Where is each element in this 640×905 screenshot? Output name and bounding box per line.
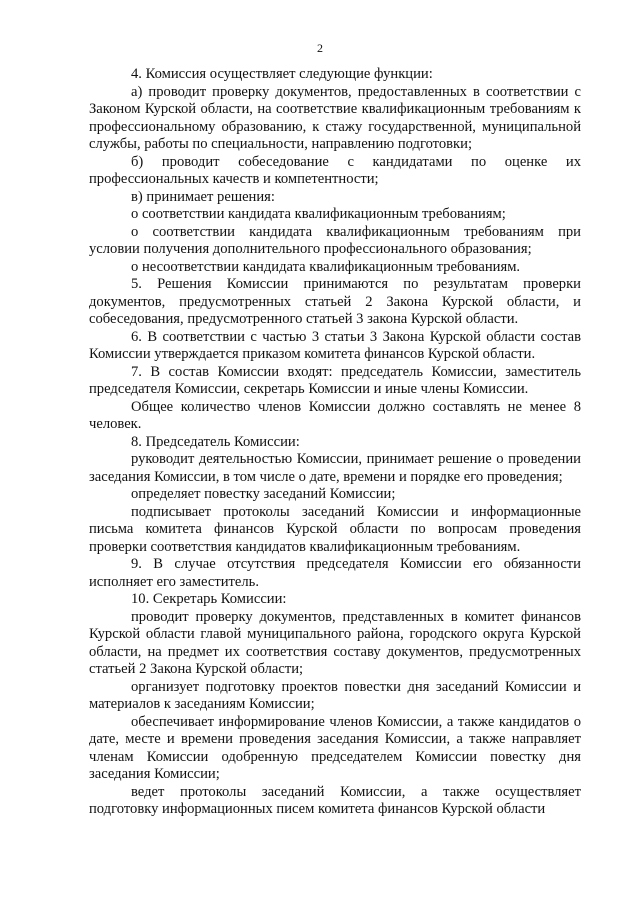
paragraph-7: 7. В состав Комиссии входят: председатель Комиссии, заместитель председателя Комиссии, секретарь Комиссии и иные члены Комиссии.	[89, 363, 581, 397]
paragraph-4-title: 4. Комиссия осуществляет следующие функции:	[131, 66, 433, 82]
paragraph-4c: в) принимает решения:	[131, 188, 275, 205]
decision-item: о несоответствии кандидата квалификационным требованиям.	[131, 258, 521, 275]
paragraph-10-title: 10. Секретарь Комиссии:	[131, 591, 287, 607]
paragraph-8-title: 8. Председатель Комиссии:	[131, 433, 300, 450]
paragraph-4b: б) проводит собеседование с кандидатами по оценке их профессиональных качеств и компетентности;	[89, 153, 581, 187]
paragraph-4a: а) проводит проверку документов, предоставленных в соответствии с Законом Курской области, на соответствие квалификационным требованиям к профессиональному образованию, к стажу государственной, муниципальной службы, работы по специальности, направлению подготовки;	[89, 83, 581, 152]
secretary-duty: проводит проверку документов, представленных в комитет финансов Курской области главой муниципального района, городского округа Курской области, на предмет их соответствия составу документов, предусмотренных статьей 2 Закона Курской области;	[89, 608, 581, 677]
paragraph-7-members: Общее количество членов Комиссии должно составлять не менее 8 человек.	[89, 398, 581, 432]
paragraph-9: 9. В случае отсутствия председателя Комиссии его обязанности исполняет его заместитель.	[89, 556, 581, 590]
decision-item: о соответствии кандидата квалификационным требованиям при условии получения дополнительного профессионального образования;	[89, 223, 581, 257]
chairman-duty: подписывает протоколы заседаний Комиссии и информационные письма комитета финансов Курской области по вопросам проведения проверки соответствия кандидатов квалификационным требованиям.	[89, 503, 581, 555]
secretary-duty: организует подготовку проектов повестки дня заседаний Комиссии и материалов к заседаниям Комиссии;	[89, 678, 581, 712]
paragraph-6: 6. В соответствии с частью 3 статьи 3 Закона Курской области состав Комиссии утверждается приказом комитета финансов Курской области.	[89, 328, 581, 362]
decision-item: о соответствии кандидата квалификационным требованиям;	[131, 206, 506, 222]
chairman-duty: определяет повестку заседаний Комиссии;	[131, 486, 396, 502]
secretary-duty: ведет протоколы заседаний Комиссии, а также осуществляет подготовку информационных писем комитета финансов Курской области	[89, 783, 581, 817]
paragraph-5: 5. Решения Комиссии принимаются по результатам проверки документов, предусмотренных статьей 2 Закона Курской области, и собеседования, предусмотренного статьей 3 закона Курской области.	[89, 276, 581, 327]
page-number: 2	[317, 41, 323, 55]
chairman-duty: руководит деятельностью Комиссии, принимает решение о проведении заседания Комиссии, в том числе о дате, времени и порядке его проведения;	[89, 451, 581, 485]
secretary-duty: обеспечивает информирование членов Комиссии, а также кандидатов о дате, месте и времени проведения заседания Комиссии, а также направляет членам Комиссии одобренную председателем Комиссии повестку дня заседания Комиссии;	[89, 713, 581, 782]
document-body	[89, 66, 581, 819]
